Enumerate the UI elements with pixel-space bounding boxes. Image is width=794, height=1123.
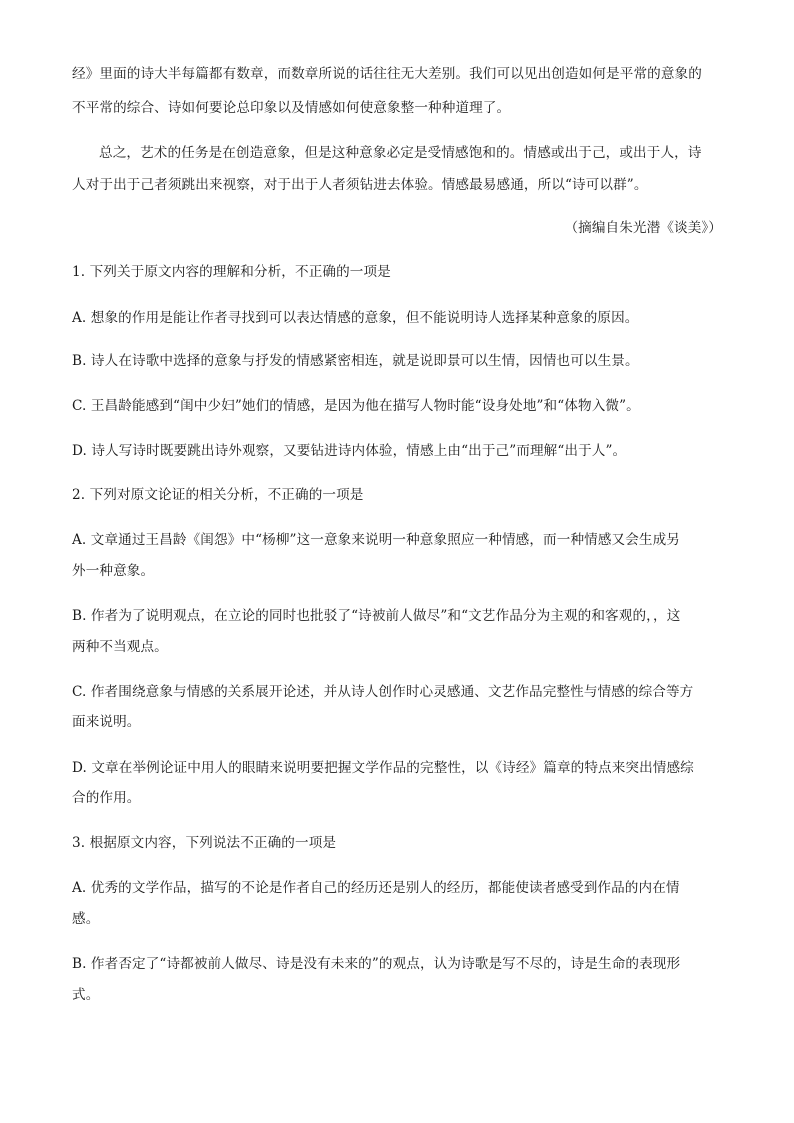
answer-option: C. 作者围绕意象与情感的关系展开论述，并从诗人创作时心灵感通、文艺作品完整性与情感的综合等方 xyxy=(72,684,694,700)
answer-option: B. 作者为了说明观点，在立论的同时也批驳了“诗被前人做尽”和“文艺作品分为主观的和客观的，，这 xyxy=(72,608,681,624)
question-stem: 1. 下列关于原文内容的理解和分析，不正确的一项是 xyxy=(72,264,391,280)
question-stem: 3. 根据原文内容，下列说法不正确的一项是 xyxy=(72,835,337,851)
answer-option: D. 文章在举例论证中用人的眼睛来说明要把握文学作品的完整性，以《诗经》篇章的特点来突出情感综 xyxy=(72,760,694,776)
answer-option-continued: 面来说明。 xyxy=(72,714,141,730)
source-citation: （摘编自朱光潜《谈美》） xyxy=(564,220,722,236)
answer-option-continued: 式。 xyxy=(72,987,100,1003)
answer-option: A. 想象的作用是能让作者寻找到可以表达情感的意象，但不能说明诗人选择某种意象的原因。 xyxy=(72,310,639,326)
answer-option: B. 诗人在诗歌中选择的意象与抒发的情感紧密相连，就是说即景可以生情，因情也可以生景。 xyxy=(72,353,639,369)
answer-option: C. 王昌龄能感到“闺中少妇”她们的情感，是因为他在描写人物时能“设身处地”和“体物入微”。 xyxy=(72,398,640,414)
answer-option-continued: 感。 xyxy=(72,911,100,927)
answer-option-continued: 外一种意象。 xyxy=(72,563,155,579)
passage-line: 人对于出于己者须跳出来视察，对于出于人者须钻进去体验。情感最易感通，所以“诗可以群”。 xyxy=(72,177,648,193)
answer-option: B. 作者否定了“诗都被前人做尽、诗是没有未来的”的观点，认为诗歌是写不尽的，诗是生命的表现形 xyxy=(72,956,681,972)
passage-line: 经》里面的诗大半每篇都有数章，而数章所说的话往往无大差别。我们可以见出创造如何是平常的意象的 xyxy=(72,66,702,82)
passage-line: 不平常的综合、诗如何要论总印象以及情感如何使意象整一种种道理了。 xyxy=(72,100,511,116)
answer-option: A. 文章通过王昌龄《闺怨》中“杨柳”这一意象来说明一种意象照应一种情感，而一种情感又会生成另 xyxy=(72,532,680,548)
answer-option-continued: 两种不当观点。 xyxy=(72,639,168,655)
answer-option-continued: 合的作用。 xyxy=(72,790,141,806)
answer-option: D. 诗人写诗时既要跳出诗外观察，又要钻进诗内体验，情感上由“出于己”而理解“出于人”。 xyxy=(72,443,627,459)
question-stem: 2. 下列对原文论证的相关分析，不正确的一项是 xyxy=(72,487,364,503)
passage-line: 总之，艺术的任务是在创造意象，但是这种意象必定是受情感饱和的。情感或出于己，或出于人，诗 xyxy=(99,145,702,161)
answer-option: A. 优秀的文学作品，描写的不论是作者自己的经历还是别人的经历，都能使读者感受到作品的内在情 xyxy=(72,880,680,896)
